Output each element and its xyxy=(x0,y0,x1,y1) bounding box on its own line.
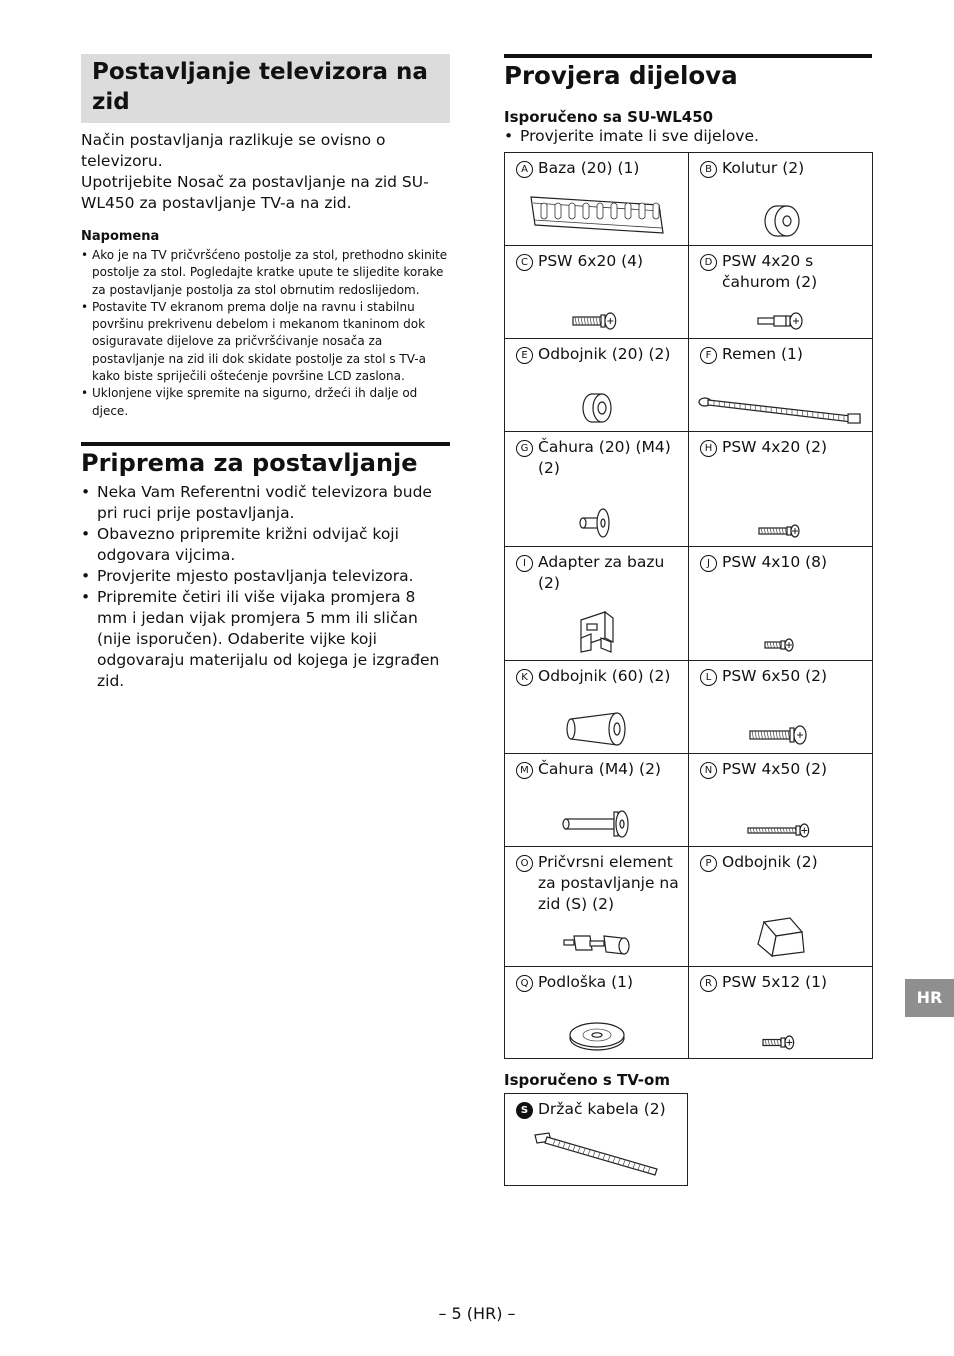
language-tab: HR xyxy=(905,979,954,1017)
part-label: Baza (20) (1) xyxy=(538,159,640,177)
part-label: PSW 6x50 (2) xyxy=(722,667,828,685)
part-label: PSW 5x12 (1) xyxy=(722,973,828,991)
screw-icon xyxy=(689,1033,872,1052)
note-item: • Ako je na TV pričvršćeno postolje za stol, prethodno skinite postolje za stol. Pogledajte kratke upute te slijedite korake za postavljanje postolja za stol obrnutim redoslijedom. xyxy=(81,247,450,299)
preparation-item: • Provjerite mjesto postavljanja televizora. xyxy=(81,566,450,587)
section-title-wall-mount: Postavljanje televizora na zid xyxy=(81,54,450,123)
part-label: Kolutur (2) xyxy=(722,159,805,177)
part-marker: Q xyxy=(516,975,533,992)
page-number: – 5 (HR) – xyxy=(438,1304,516,1323)
parts-row xyxy=(505,547,873,661)
part-cell-spacer-long xyxy=(505,661,689,754)
part-cell-screw xyxy=(505,246,689,339)
section-title-preparation: Priprema za postavljanje xyxy=(81,448,418,477)
part-marker: R xyxy=(700,975,717,992)
screw-icon xyxy=(689,522,872,540)
part-marker: J xyxy=(700,555,717,572)
preparation-item: • Neka Vam Referentni vodič televizora bude pri ruci prije postavljanja. xyxy=(81,482,450,524)
part-cell-bumper xyxy=(689,847,873,967)
part-cell-belt xyxy=(689,339,873,432)
part-cell-base-adapter xyxy=(505,547,689,661)
parts-row xyxy=(505,967,873,1059)
part-marker: E xyxy=(516,347,533,364)
wall-base-bracket-icon xyxy=(505,191,688,239)
part-marker: H xyxy=(700,440,717,457)
spacer-icon xyxy=(505,391,688,425)
preparation-item: • Obavezno pripremite križni odvijač koji odgovara vijcima. xyxy=(81,524,450,566)
screw-icon xyxy=(689,636,872,654)
screw-icon xyxy=(505,310,688,332)
note-heading: Napomena xyxy=(81,229,160,244)
intro-text xyxy=(81,130,450,214)
part-label: Adapter za bazu (2) xyxy=(538,553,665,592)
washer-icon xyxy=(505,1020,688,1052)
part-cell-screw xyxy=(689,432,873,547)
collar-icon xyxy=(689,203,872,239)
part-label: Čahura (M4) (2) xyxy=(538,760,661,778)
part-cell-screw xyxy=(689,754,873,847)
part-label: PSW 4x20 s čahurom (2) xyxy=(722,252,818,291)
parts-row xyxy=(505,754,873,847)
part-label: PSW 4x20 (2) xyxy=(722,438,828,456)
part-label: Čahura (20) (M4) (2) xyxy=(538,438,671,477)
part-marker: L xyxy=(700,669,717,686)
check-instruction: • Provjerite imate li sve dijelove. xyxy=(504,126,872,147)
base-adapter-icon xyxy=(505,608,688,654)
part-label: PSW 6x20 (4) xyxy=(538,252,644,270)
part-marker: F xyxy=(700,347,717,364)
note-item: • Postavite TV ekranom prema dolje na ravnu i stabilnu površinu prekrivenu debelom i mekanom tkaninom dok osiguravate dijelove za pričvršćivanje nosača za postavljanje na zid ili dok skidate postolje za stol s TV-a kako biste spriječili oštećenje površine LCD zaslona. xyxy=(81,299,450,385)
part-label: PSW 4x10 (8) xyxy=(722,553,828,571)
right-column xyxy=(504,54,872,1186)
part-cell-washer xyxy=(505,967,689,1059)
part-label: Držač kabela (2) xyxy=(538,1100,666,1118)
part-cell-spacer xyxy=(505,339,689,432)
part-cell-cable-holder xyxy=(505,1094,688,1186)
parts-row xyxy=(505,847,873,967)
part-label: Odbojnik (60) (2) xyxy=(538,667,671,685)
part-marker: G xyxy=(516,440,533,457)
intro-paragraph: Upotrijebite Nosač za postavljanje na zid SU-WL450 za postavljanje TV-a na zid. xyxy=(81,173,429,212)
left-column xyxy=(81,54,450,692)
part-label: Podloška (1) xyxy=(538,973,634,991)
parts-row xyxy=(505,432,873,547)
part-cell-sleeve-long xyxy=(505,754,689,847)
part-marker: K xyxy=(516,669,533,686)
bumper-icon xyxy=(689,914,872,960)
part-marker: N xyxy=(700,762,717,779)
part-marker: M xyxy=(516,762,533,779)
section-title-parts-check: Provjera dijelova xyxy=(504,61,738,90)
screw-icon xyxy=(689,821,872,840)
tv-parts-table xyxy=(504,1093,688,1186)
part-cell-wall-base-bracket xyxy=(505,153,689,246)
cable-holder-icon xyxy=(505,1129,687,1179)
supplied-heading: Isporučeno sa SU-WL450 xyxy=(504,108,714,126)
part-cell-wall-fastener xyxy=(505,847,689,967)
part-marker: P xyxy=(700,855,717,872)
part-cell-screw xyxy=(689,661,873,754)
screw-with-sleeve-icon xyxy=(689,310,872,332)
preparation-list xyxy=(81,482,450,692)
part-cell-screw xyxy=(689,967,873,1059)
spacer-long-icon xyxy=(505,711,688,747)
note-item: • Uklonjene vijke spremite na sigurno, držeći ih dalje od djece. xyxy=(81,385,450,420)
screw-icon xyxy=(689,723,872,747)
parts-row xyxy=(505,661,873,754)
part-marker: D xyxy=(700,254,717,271)
parts-row xyxy=(505,339,873,432)
part-label: Remen (1) xyxy=(722,345,803,363)
part-marker: I xyxy=(516,555,533,572)
part-cell-collar xyxy=(689,153,873,246)
part-marker: A xyxy=(516,161,533,178)
note-list xyxy=(81,247,450,420)
preparation-item: • Pripremite četiri ili više vijaka promjera 8 mm i jedan vijak promjera 5 mm ili sličan (nije isporučen). Odaberite vijke koji odgovaraju materijalu od kojega je izgrađen zid. xyxy=(81,587,450,692)
part-label: PSW 4x50 (2) xyxy=(722,760,828,778)
parts-table xyxy=(504,152,873,1059)
parts-row xyxy=(505,153,873,246)
preparation-section xyxy=(81,442,450,692)
part-cell-sleeve xyxy=(505,432,689,547)
part-label: Pričvrsni element za postavljanje na zid (S) (2) xyxy=(538,853,679,913)
intro-paragraph: Način postavljanja razlikuje se ovisno o televizoru. xyxy=(81,131,386,170)
part-label: Odbojnik (2) xyxy=(722,853,818,871)
sleeve-icon xyxy=(505,506,688,540)
part-cell-screw xyxy=(689,547,873,661)
belt-icon xyxy=(689,395,872,425)
part-marker: C xyxy=(516,254,533,271)
sleeve-long-icon xyxy=(505,808,688,840)
part-label: Odbojnik (20) (2) xyxy=(538,345,671,363)
part-cell-screw-with-sleeve xyxy=(689,246,873,339)
wall-fastener-icon xyxy=(505,930,688,960)
parts-row xyxy=(505,246,873,339)
part-marker: O xyxy=(516,855,533,872)
part-marker: S xyxy=(516,1102,533,1119)
part-marker: B xyxy=(700,161,717,178)
tv-supplied-heading: Isporučeno s TV-om xyxy=(504,1071,670,1089)
